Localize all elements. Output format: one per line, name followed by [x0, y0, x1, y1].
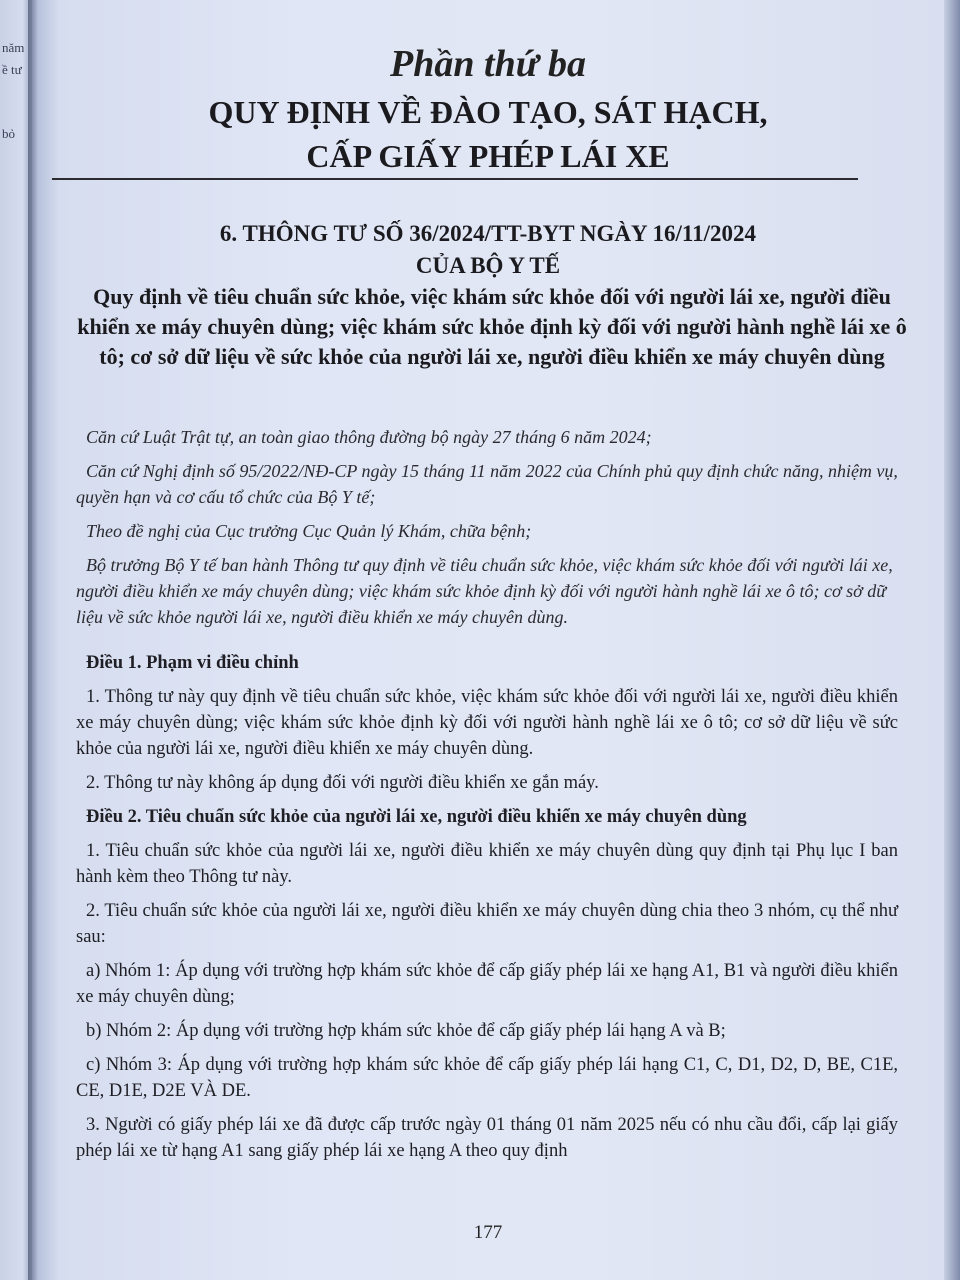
- article-paragraph: a) Nhóm 1: Áp dụng với trường hợp khám sức khỏe để cấp giấy phép lái xe hạng A1, B1 và người điều khiển xe máy chuyên dùng;: [76, 961, 898, 1007]
- article-paragraph: 1. Thông tư này quy định về tiêu chuẩn sức khỏe, việc khám sức khỏe đối với người lái xe, người điều khiển xe máy chuyên dùng; việc khám sức khỏe định kỳ đối với người hành nghề lái xe ô tô; cơ sở dữ liệu về sức khỏe của người lái xe, người điều khiển xe máy chuyên dùng.: [76, 687, 898, 759]
- title-divider: [52, 178, 858, 180]
- section-title-line: CẤP GIẤY PHÉP LÁI XE: [306, 138, 670, 174]
- article-heading: Điều 1. Phạm vi điều chỉnh: [86, 653, 299, 673]
- section-title-line: QUY ĐỊNH VỀ ĐÀO TẠO, SÁT HẠCH,: [208, 94, 768, 130]
- article-paragraph: 2. Thông tư này không áp dụng đối với người điều khiển xe gắn máy.: [86, 773, 599, 793]
- page-number: 177: [473, 1222, 503, 1243]
- article-paragraph: 2. Tiêu chuẩn sức khỏe của người lái xe, người điều khiển xe máy chuyên dùng chia theo 3 nhóm, cụ thể như sau:: [76, 901, 898, 947]
- part-title: Phần thứ ba: [390, 43, 586, 85]
- page-stack-edge: [944, 0, 960, 1280]
- document-subtitle: Quy định về tiêu chuẩn sức khỏe, việc khám sức khỏe đối với người lái xe, người điều khiển xe máy chuyên dùng; việc khám sức khỏe định kỳ đối với người hành nghề lái xe ô tô; cơ sở dữ liệu về sức khỏe của người lái xe, người điều khiển xe máy chuyên dùng: [77, 284, 907, 369]
- document-title-line: CỦA BỘ Y TẾ: [415, 253, 561, 278]
- preamble-paragraph: Căn cứ Luật Trật tự, an toàn giao thông đường bộ ngày 27 tháng 6 năm 2024;: [86, 427, 652, 447]
- article-paragraph: b) Nhóm 2: Áp dụng với trường hợp khám sức khỏe để cấp giấy phép lái hạng A và B;: [86, 1021, 726, 1041]
- section-title: [32, 90, 944, 178]
- gutter-shadow: [28, 0, 38, 1280]
- article-paragraph: c) Nhóm 3: Áp dụng với trường hợp khám sức khỏe để cấp giấy phép lái hạng C1, C, D1, D2, D, BE, C1E, CE, D1E, D2E VÀ DE.: [76, 1055, 898, 1101]
- adjacent-page-fragment: năm: [2, 40, 25, 55]
- book-page: [32, 0, 944, 1280]
- adjacent-page-fragment: bỏ: [2, 126, 15, 141]
- document-title-line: 6. THÔNG TƯ SỐ 36/2024/TT-BYT NGÀY 16/11/2024: [219, 221, 757, 246]
- document-title: [32, 218, 944, 282]
- document-body: [76, 650, 898, 1172]
- article-paragraph: 1. Tiêu chuẩn sức khỏe của người lái xe, người điều khiển xe máy chuyên dùng quy định tại Phụ lục I ban hành kèm theo Thông tư này.: [76, 841, 898, 887]
- preamble-paragraph: Theo đề nghị của Cục trưởng Cục Quản lý Khám, chữa bệnh;: [86, 521, 532, 541]
- preamble: [76, 424, 898, 638]
- preamble-paragraph: Căn cứ Nghị định số 95/2022/NĐ-CP ngày 15 tháng 11 năm 2022 của Chính phủ quy định chức năng, nhiệm vụ, quyền hạn và cơ cấu tổ chức của Bộ Y tế;: [76, 461, 898, 507]
- article-heading: Điều 2. Tiêu chuẩn sức khỏe của người lái xe, người điều khiển xe máy chuyên dùng: [86, 807, 747, 827]
- adjacent-page-fragment: ề tư: [2, 62, 22, 77]
- preamble-paragraph: Bộ trưởng Bộ Y tế ban hành Thông tư quy định về tiêu chuẩn sức khỏe, việc khám sức khỏe đối với người lái xe, người điều khiển xe máy chuyên dùng; việc khám sức khỏe định kỳ đối với người hành nghề lái xe ô tô; cơ sở dữ liệu về sức khỏe người lái xe, người điều khiển xe máy chuyên dùng.: [76, 555, 893, 627]
- article-paragraph: 3. Người có giấy phép lái xe đã được cấp trước ngày 01 tháng 01 năm 2025 nếu có nhu cầu đổi, cấp lại giấy phép lái xe từ hạng A1 sang giấy phép lái xe hạng A theo quy định: [76, 1115, 898, 1161]
